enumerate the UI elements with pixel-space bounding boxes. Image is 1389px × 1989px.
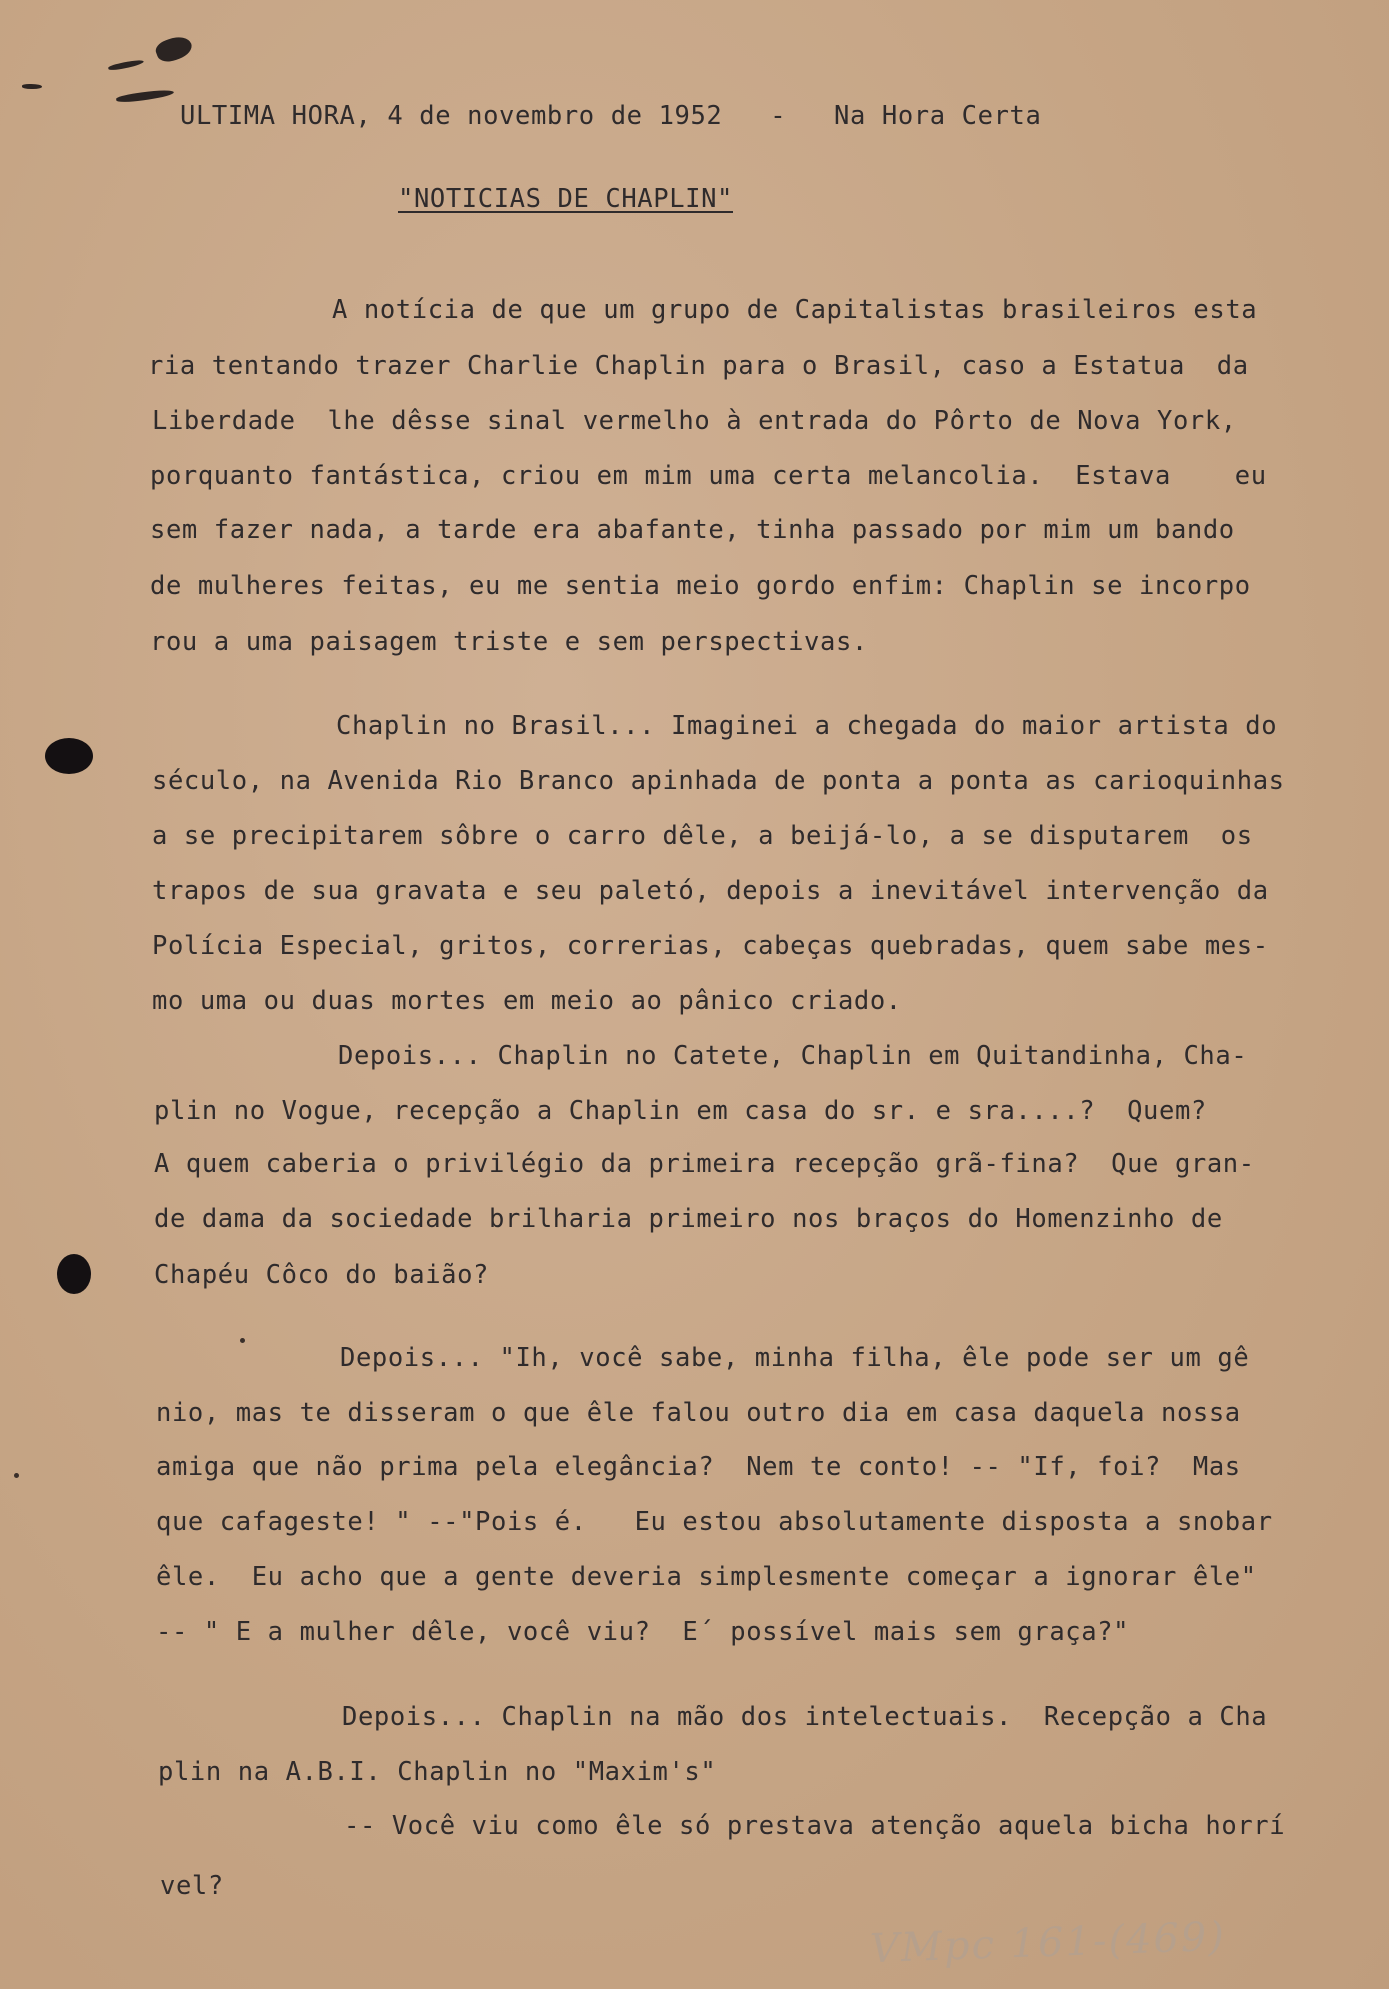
text-line: Liberdade lhe dêsse sinal vermelho à entrada do Pôrto de Nova York,	[152, 406, 1237, 436]
text-line: êle. Eu acho que a gente deveria simplesmente começar a ignorar êle"	[156, 1562, 1257, 1592]
ink-smudge	[116, 88, 175, 104]
text-line: Chaplin no Brasil... Imaginei a chegada do maior artista do	[336, 711, 1278, 741]
text-line: plin no Vogue, recepção a Chaplin em casa do sr. e sra....? Quem?	[154, 1096, 1207, 1126]
text-line: ria tentando trazer Charlie Chaplin para o Brasil, caso a Estatua da	[148, 351, 1249, 381]
text-line: trapos de sua gravata e seu paletó, depois a inevitável intervenção da	[152, 876, 1269, 906]
text-line: Polícia Especial, gritos, correrias, cabeças quebradas, quem sabe mes-	[152, 931, 1269, 961]
text-line: plin na A.B.I. Chaplin no "Maxim's"	[158, 1757, 717, 1787]
text-line: Depois... Chaplin no Catete, Chaplin em Quitandinha, Cha-	[338, 1041, 1248, 1071]
text-line: -- " E a mulher dêle, você viu? E´ possível mais sem graça?"	[156, 1617, 1130, 1647]
speck	[240, 1338, 245, 1343]
punch-hole	[45, 738, 93, 774]
text-line: rou a uma paisagem triste e sem perspectivas.	[150, 627, 868, 657]
text-line: de dama da sociedade brilharia primeiro nos braços do Homenzinho de	[154, 1204, 1223, 1234]
text-line: -- Você viu como êle só prestava atenção aquela bicha horrí	[344, 1811, 1286, 1841]
text-line: que cafageste! " --"Pois é. Eu estou absolutamente disposta a snobar	[156, 1507, 1273, 1537]
ink-smudge	[108, 58, 144, 71]
text-line: século, na Avenida Rio Branco apinhada de ponta a ponta as carioquinhas	[152, 766, 1285, 796]
text-line: amiga que não prima pela elegância? Nem te conto! -- "If, foi? Mas	[156, 1452, 1241, 1482]
text-line: Depois... "Ih, você sabe, minha filha, êle pode ser um gê	[340, 1343, 1250, 1373]
text-line: Depois... Chaplin na mão dos intelectuais. Recepção a Cha	[342, 1702, 1268, 1732]
pencil-archive-note: VMpc 161-(469)	[869, 1913, 1227, 1973]
text-line: a se precipitarem sôbre o carro dêle, a beijá-lo, a se disputarem os	[152, 821, 1253, 851]
ink-smudge	[22, 84, 42, 89]
ink-smudge	[153, 33, 194, 66]
text-line: nio, mas te disseram o que êle falou outro dia em casa daquela nossa	[156, 1398, 1241, 1428]
text-line: sem fazer nada, a tarde era abafante, tinha passado por mim um bando	[150, 515, 1235, 545]
text-line: vel?	[160, 1871, 224, 1901]
punch-hole	[57, 1254, 91, 1294]
document-title: "NOTICIAS DE CHAPLIN"	[398, 184, 733, 214]
text-line: porquanto fantástica, criou em mim uma certa melancolia. Estava eu	[150, 461, 1267, 491]
text-line: Chapéu Côco do baião?	[154, 1260, 489, 1290]
text-line: A notícia de que um grupo de Capitalistas brasileiros esta	[332, 295, 1258, 325]
header-line: ULTIMA HORA, 4 de novembro de 1952 - Na Hora Certa	[180, 101, 1042, 131]
text-line: mo uma ou duas mortes em meio ao pânico criado.	[152, 986, 902, 1016]
text-line: de mulheres feitas, eu me sentia meio gordo enfim: Chaplin se incorpo	[150, 571, 1251, 601]
text-line: A quem caberia o privilégio da primeira recepção grã-fina? Que gran-	[154, 1149, 1255, 1179]
speck	[14, 1473, 19, 1478]
